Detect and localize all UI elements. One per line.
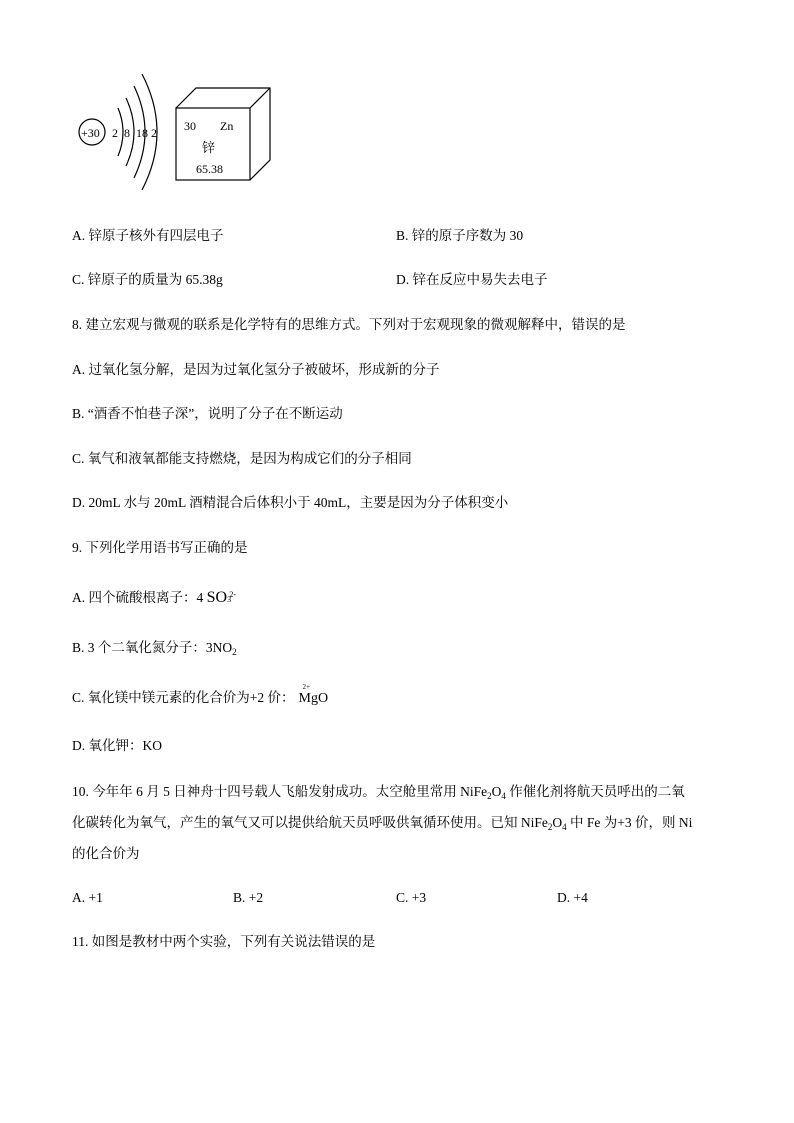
q10-stem-line3: 的化合价为 [72, 846, 140, 861]
formula-subscript: 2 [232, 647, 237, 657]
q10-option-c: C. +3 [396, 890, 427, 905]
q9-option-c-text: C. 氧化镁中镁元素的化合价为+2 价： [72, 690, 295, 705]
q7-option-b: B. 锌的原子序数为 30 [396, 228, 524, 243]
mgo-formula [298, 683, 329, 708]
atomic-number: 30 [184, 119, 196, 133]
q9-option-b [72, 639, 237, 657]
shell-electron-count: 2 [112, 126, 118, 140]
formula-subscript: 4 [501, 791, 506, 801]
q7-option-c: C. 锌原子的质量为 65.38g [72, 272, 223, 287]
q10-option-a: A. +1 [72, 890, 103, 905]
q8-option-b: B. “酒香不怕巷子深”，说明了分子在不断运动 [72, 406, 343, 421]
q8-option-c: C. 氧气和液氧都能支持燃烧，是因为构成它们的分子相同 [72, 451, 412, 466]
formula-subscript: 2 [547, 822, 553, 832]
q8-option-a: A. 过氧化氢分解，是因为过氧化氢分子被破坏，形成新的分子 [72, 362, 440, 377]
q9-option-c [72, 683, 329, 708]
sulfate-formula [196, 589, 237, 606]
formula-main: 3NO [205, 640, 233, 655]
q9-option-a [72, 589, 237, 609]
shell-electron-count: 8 [124, 126, 130, 140]
q7-option-d: D. 锌在反应中易失去电子 [396, 272, 548, 287]
q9-option-d: D. 氧化钾：KO [72, 738, 162, 753]
q10-option-b: B. +2 [233, 890, 264, 905]
q10-option-d: D. +4 [557, 890, 588, 905]
text-segment: O [552, 815, 563, 830]
zinc-atom-figure [74, 70, 284, 200]
formula-subscript: 4 [562, 822, 567, 832]
q9-option-b-text: B. 3 个二氧化氮分子： [72, 640, 206, 655]
q9-option-a-text: A. 四个硫酸根离子： [72, 590, 197, 605]
formula-superscript: 2- [229, 590, 237, 599]
formula-coefficient: 4 [196, 590, 204, 605]
q8-stem: 8. 建立宏观与微观的联系是化学特有的思维方式。下列对于宏观现象的微观解释中，错误的是 [72, 317, 626, 332]
q10-stem-line1 [72, 783, 685, 801]
electron-shell-arc [118, 108, 123, 156]
text-segment: 中 Fe 为+3 价，则 Ni [566, 815, 693, 830]
atomic-mass: 65.38 [196, 162, 223, 176]
shell-electron-count: 2 [151, 126, 157, 140]
formula-superscript: 2+ [302, 683, 310, 691]
formula-main: SO [206, 589, 228, 606]
text-segment: 10. 今年年 6 月 5 日神舟十四号载人飞船发射成功。太空舱里常用 NiFe [72, 784, 488, 799]
q8-option-d: D. 20mL 水与 20mL 酒精混合后体积小于 40mL，主要是因为分子体积变小 [72, 495, 509, 510]
text-segment: O [491, 784, 502, 799]
text-segment: 化碳转化为氧气，产生的氧气又可以提供给航天员呼吸供氧循环使用。已知 NiFe [72, 815, 548, 830]
text-segment: 作催化剂将航天员呼出的二氧 [505, 784, 685, 799]
formula-main: MgO [298, 691, 329, 706]
formula-subscript: 3 [227, 595, 232, 604]
q7-option-a: A. 锌原子核外有四层电子 [72, 228, 224, 243]
element-name: 锌 [202, 140, 216, 155]
q11-stem: 11. 如图是教材中两个实验，下列有关说法错误的是 [72, 934, 376, 949]
nucleus-charge: +30 [81, 126, 100, 140]
q9-stem: 9. 下列化学用语书写正确的是 [72, 540, 248, 555]
element-cell-box [176, 88, 270, 180]
element-symbol: Zn [220, 119, 234, 133]
formula-subscript: 2 [487, 791, 492, 801]
q10-stem-line2 [72, 814, 692, 832]
shell-electron-count: 18 [136, 126, 148, 140]
